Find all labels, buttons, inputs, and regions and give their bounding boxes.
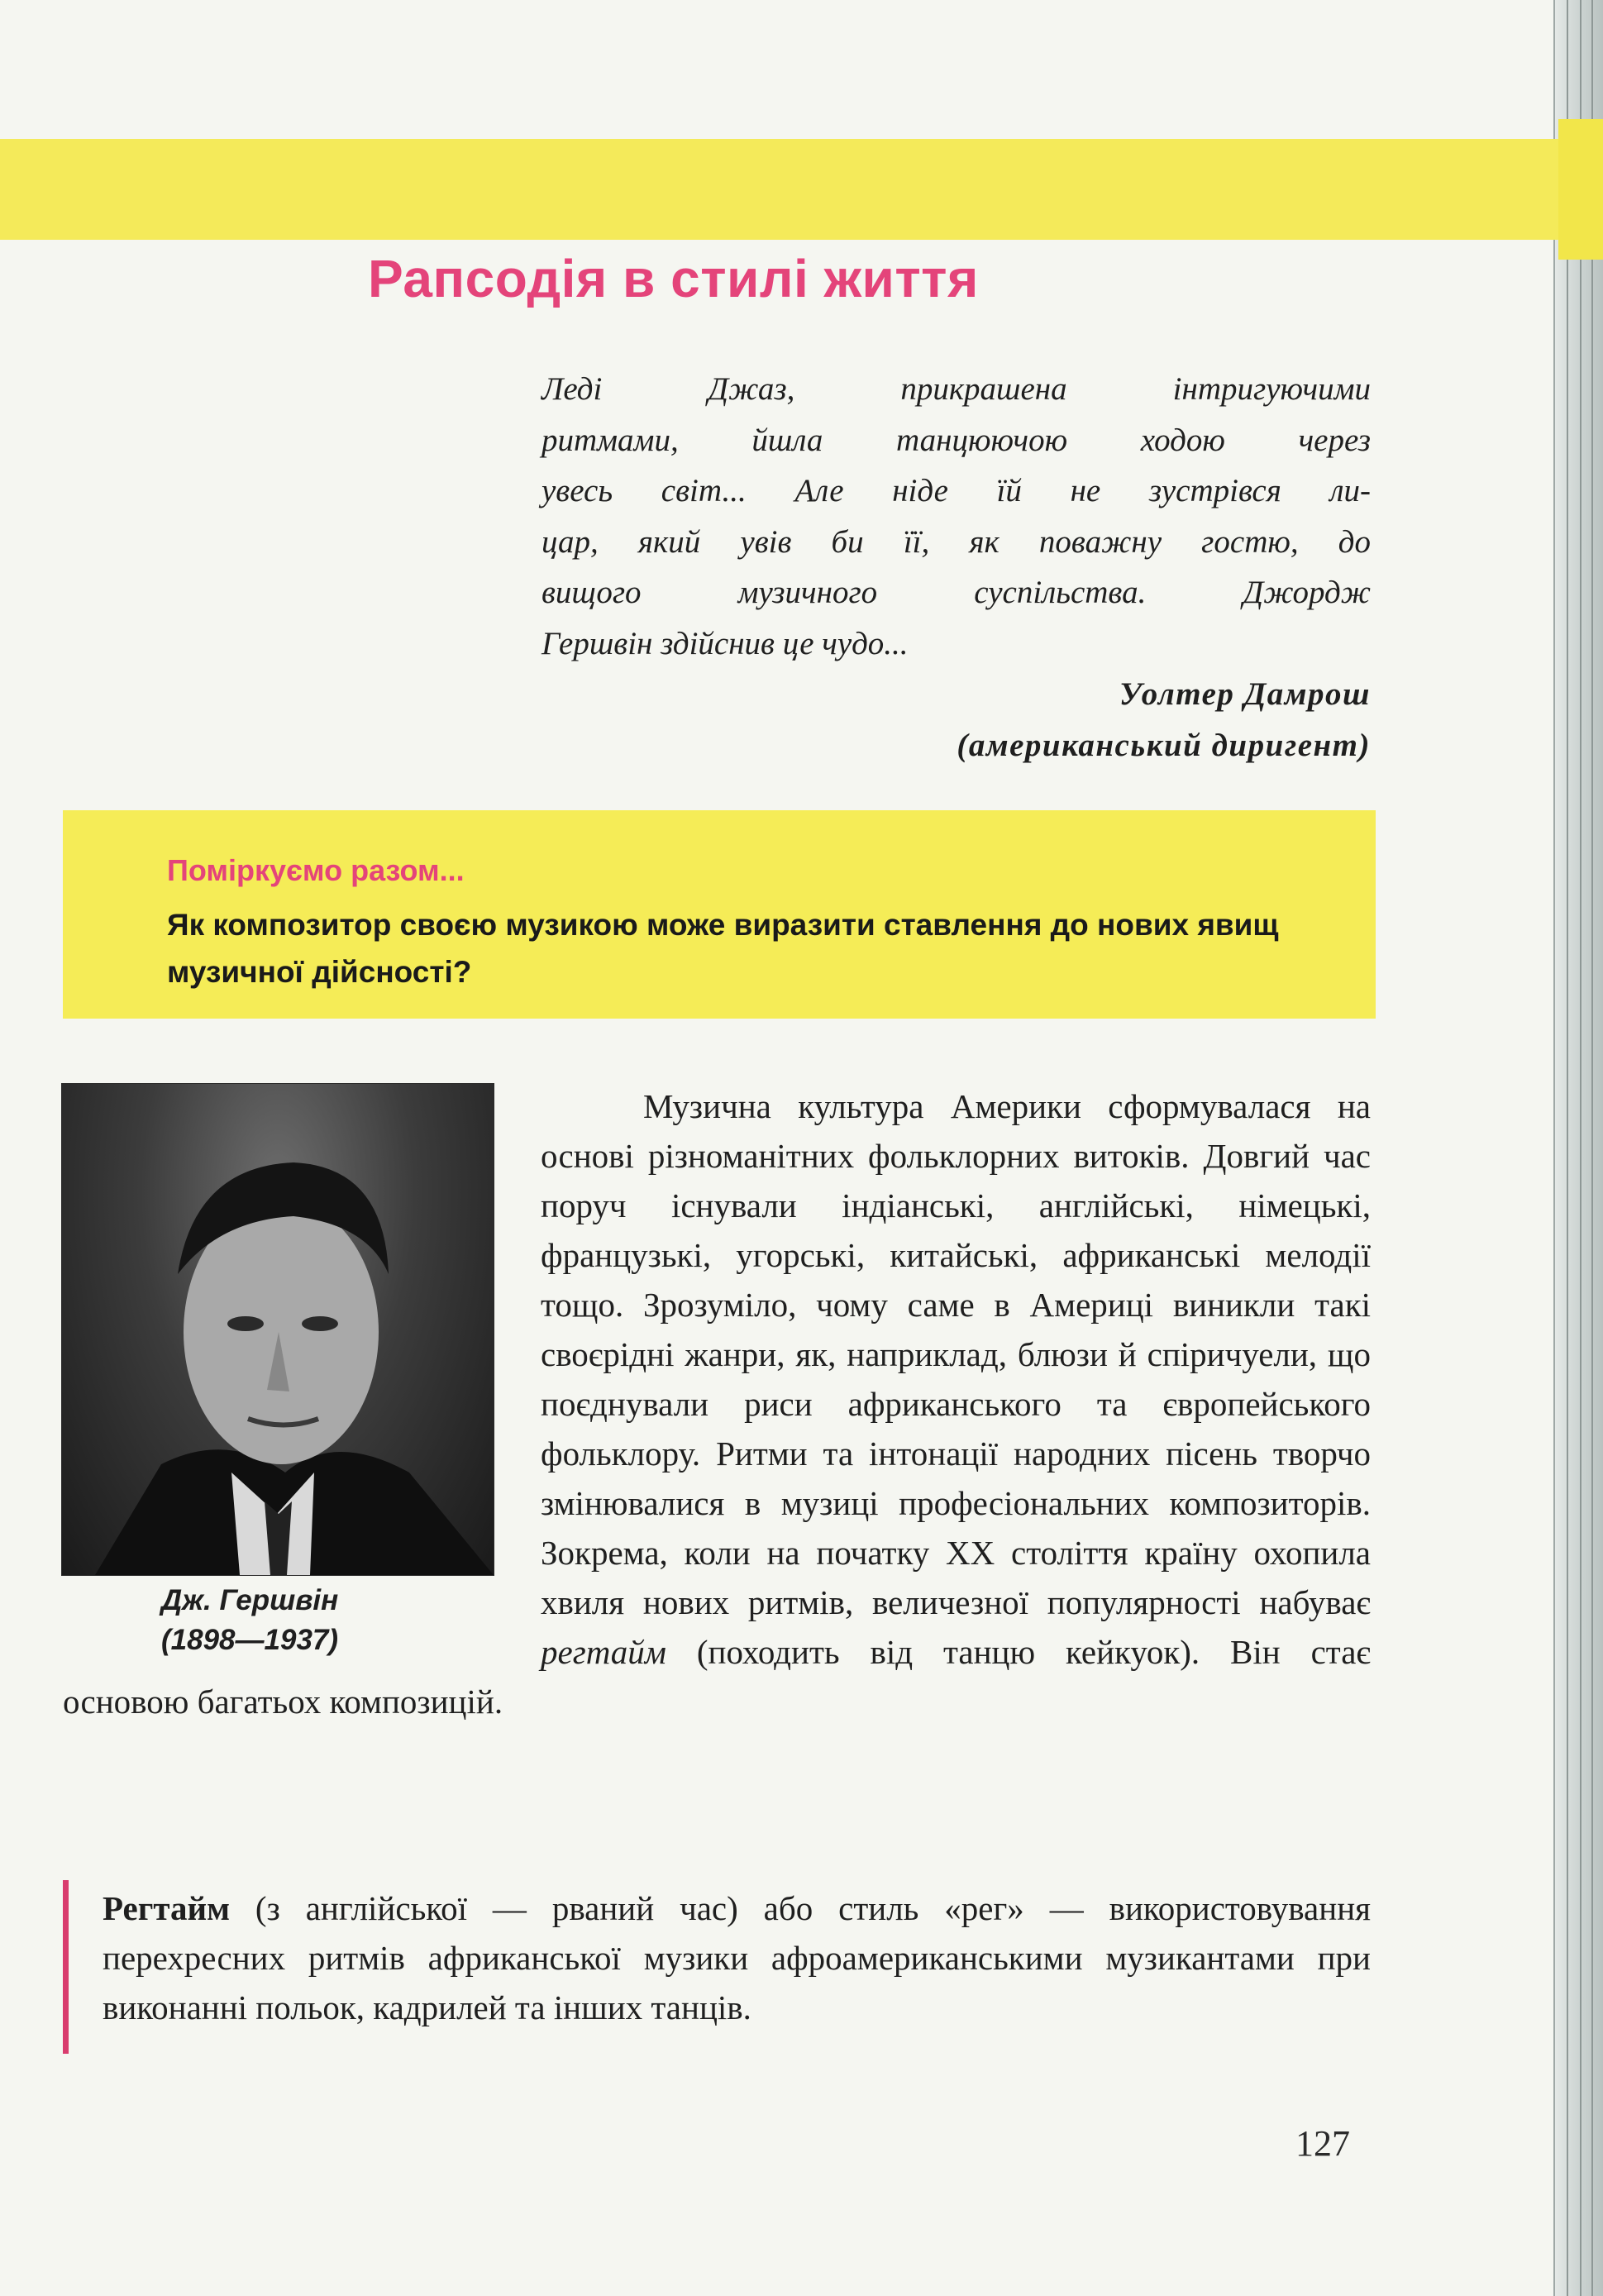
body-term-ragtime: регтайм [541,1633,666,1671]
page-edge-line [1567,0,1568,2296]
page-title: Рапсодія в стилі життя [368,249,979,308]
page-edge [1553,0,1603,2296]
callout-heading: Поміркуємо разом... [167,853,465,887]
definition-text: (з англійської — рваний час) або стиль «рег» — використовування перехресних ритмів африканської музики афроамериканськими музикантами при виконанні польок, кадрилей та інших танців. [103,1889,1371,2026]
definition-term: Регтайм [103,1889,231,1927]
epigraph-author: Уолтер Дамрош [1119,676,1371,712]
body-text-before: Музична культура Америки сформувалася на основі різноманітних фольклорних витоків. Довгий час поруч існували індіанські, англійські, німецькі, французькі, угорські, китайські, африканські мелодії тощо. Зрозуміло, чому саме в Америці виникли такі своєрідні жанри, як, наприклад, блюзи й спіричуели, що поєднували риси африканського та європейського фольклору. Ритми та інтонації народних пісень творчо змінювалися в музиці професіональних композиторів. Зокрема, коли на початку XX століття країну охопила хвиля нових ритмів, величезної популярності набуває [541,1087,1371,1621]
header-band [0,139,1558,240]
body-text [63,1081,1371,1726]
epigraph-line: Леді Джаз, прикрашена інтригуючими [541,371,1371,407]
caption-name: Дж. Гершвін [161,1584,339,1616]
page-edge-line [1580,0,1582,2296]
definition-accent-bar [63,1880,69,2054]
page-edge-line [1591,0,1593,2296]
caption-years: (1898—1937) [161,1624,339,1656]
epigraph-line: цар, який увів би її, як поважну гостю, до [541,523,1371,560]
epigraph-line: ритмами, йшла танцюючою ходою через [541,422,1371,458]
header-tab [1558,119,1603,260]
epigraph [541,364,1371,771]
epigraph-author-role: (американський диригент) [957,727,1371,763]
discussion-callout [63,810,1376,1019]
epigraph-line: вищого музичного суспільства. Джордж [541,575,1371,610]
epigraph-line: увесь світ... Але ніде їй не зустрівся ли- [541,473,1371,508]
body-text-after: (походить від танцю кейкуок). Він стає основою багатьох композицій. [63,1633,1371,1721]
page-number: 127 [1295,2123,1350,2164]
epigraph-line: Гершвін здійснив це чудо... [541,625,909,661]
callout-question: Як композитор своєю музикою може виразити ставлення до нових явищ музичної дійсності? [167,908,1279,989]
image-float-spacer [63,1081,541,1667]
definition-block [103,1883,1371,2032]
